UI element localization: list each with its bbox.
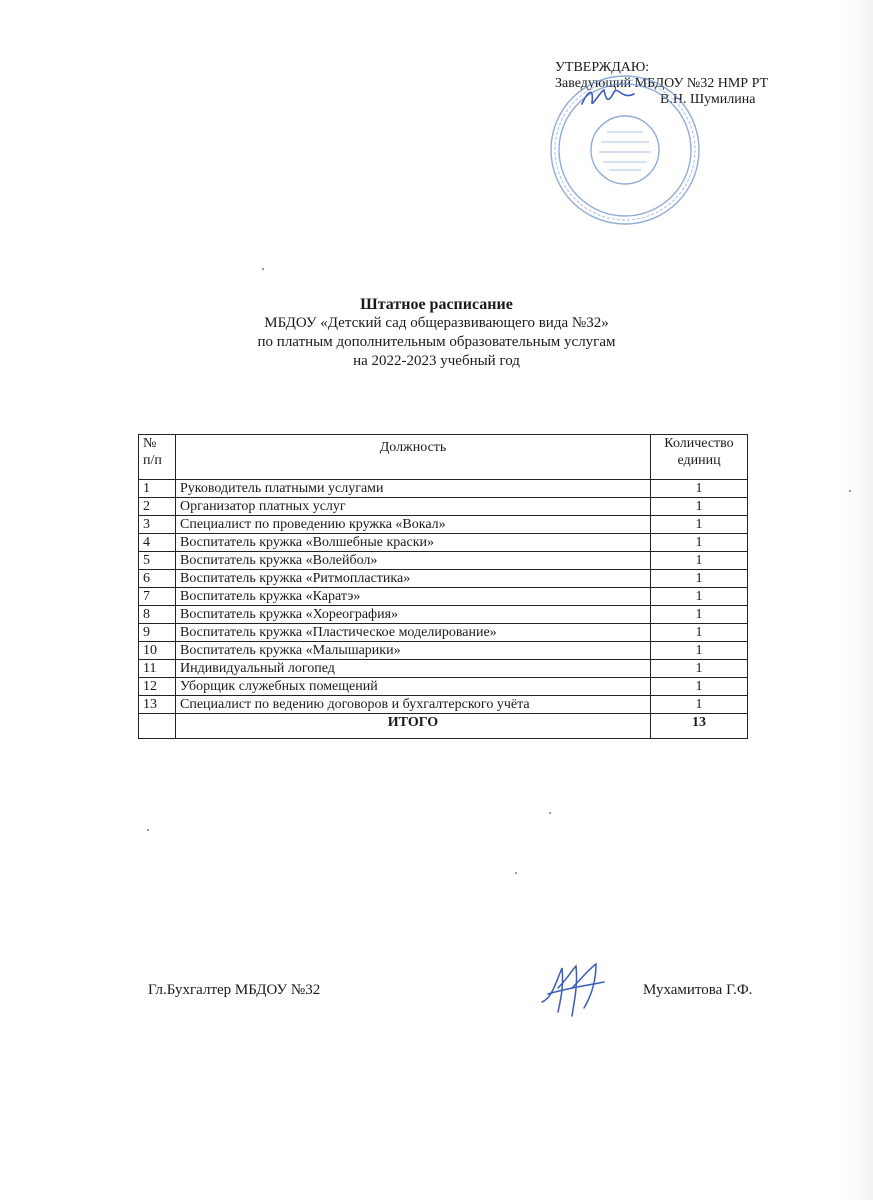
row-num: 3	[139, 516, 176, 534]
row-count: 1	[651, 606, 748, 624]
row-count: 1	[651, 678, 748, 696]
header-position: Должность	[176, 435, 651, 480]
director-signature	[578, 82, 638, 112]
total-value: 13	[651, 714, 748, 739]
scan-speck	[515, 872, 517, 874]
header-num: № п/п	[139, 435, 176, 480]
table-row	[139, 696, 748, 714]
row-num: 4	[139, 534, 176, 552]
table-row	[139, 678, 748, 696]
row-num: 6	[139, 570, 176, 588]
row-position: Уборщик служебных помещений	[176, 678, 651, 696]
table-row	[139, 606, 748, 624]
row-count: 1	[651, 498, 748, 516]
row-position: Воспитатель кружка «Малышарики»	[176, 642, 651, 660]
row-position: Руководитель платными услугами	[176, 480, 651, 498]
row-position: Специалист по ведению договоров и бухгалтерского учёта	[176, 696, 651, 714]
row-count: 1	[651, 624, 748, 642]
scan-speck	[262, 268, 264, 270]
row-position: Воспитатель кружка «Хореография»	[176, 606, 651, 624]
header-count: Количество единиц	[651, 435, 748, 480]
approval-heading: УТВЕРЖДАЮ:	[555, 60, 650, 75]
row-position: Воспитатель кружка «Волейбол»	[176, 552, 651, 570]
accountant-title: Гл.Бухгалтер МБДОУ №32	[148, 982, 321, 998]
table-row	[139, 516, 748, 534]
scan-speck	[147, 829, 149, 831]
total-label: ИТОГО	[176, 714, 651, 739]
row-num: 7	[139, 588, 176, 606]
page-edge-shadow	[833, 0, 873, 1200]
row-count: 1	[651, 516, 748, 534]
document-title: Штатное расписание	[360, 296, 513, 313]
accountant-signature	[538, 958, 610, 1020]
total-empty-cell	[139, 714, 176, 739]
row-position: Воспитатель кружка «Каратэ»	[176, 588, 651, 606]
row-num: 10	[139, 642, 176, 660]
table-row	[139, 480, 748, 498]
document-subject: по платным дополнительным образовательным услугам	[257, 334, 616, 350]
row-count: 1	[651, 480, 748, 498]
row-num: 13	[139, 696, 176, 714]
table-row	[139, 552, 748, 570]
table-row	[139, 588, 748, 606]
table-row	[139, 498, 748, 516]
row-position: Индивидуальный логопед	[176, 660, 651, 678]
table-row	[139, 534, 748, 552]
row-num: 8	[139, 606, 176, 624]
row-num: 1	[139, 480, 176, 498]
table-row	[139, 642, 748, 660]
row-position: Специалист по проведению кружка «Вокал»	[176, 516, 651, 534]
row-num: 9	[139, 624, 176, 642]
row-count: 1	[651, 534, 748, 552]
staff-table	[138, 434, 748, 739]
approval-position: Заведующий МБДОУ №32 НМР РТ	[555, 76, 769, 91]
row-position: Воспитатель кружка «Ритмопластика»	[176, 570, 651, 588]
row-position: Воспитатель кружка «Пластическое моделирование»	[176, 624, 651, 642]
table-row	[139, 570, 748, 588]
row-count: 1	[651, 696, 748, 714]
row-num: 11	[139, 660, 176, 678]
scan-speck	[849, 490, 851, 492]
row-position: Организатор платных услуг	[176, 498, 651, 516]
row-num: 2	[139, 498, 176, 516]
row-count: 1	[651, 660, 748, 678]
row-count: 1	[651, 588, 748, 606]
academic-year: на 2022-2023 учебный год	[353, 353, 520, 369]
row-num: 12	[139, 678, 176, 696]
table-total-row	[139, 714, 748, 739]
table-row	[139, 660, 748, 678]
row-count: 1	[651, 552, 748, 570]
scan-speck	[549, 812, 551, 814]
table-row	[139, 624, 748, 642]
accountant-name: Мухамитова Г.Ф.	[643, 982, 753, 998]
row-count: 1	[651, 642, 748, 660]
row-count: 1	[651, 570, 748, 588]
table-header-row	[139, 435, 748, 480]
document-header	[0, 295, 873, 371]
organization-name: МБДОУ «Детский сад общеразвивающего вида №32»	[264, 315, 609, 331]
approval-name: В.Н. Шумилина	[660, 92, 756, 107]
row-num: 5	[139, 552, 176, 570]
row-position: Воспитатель кружка «Волшебные краски»	[176, 534, 651, 552]
